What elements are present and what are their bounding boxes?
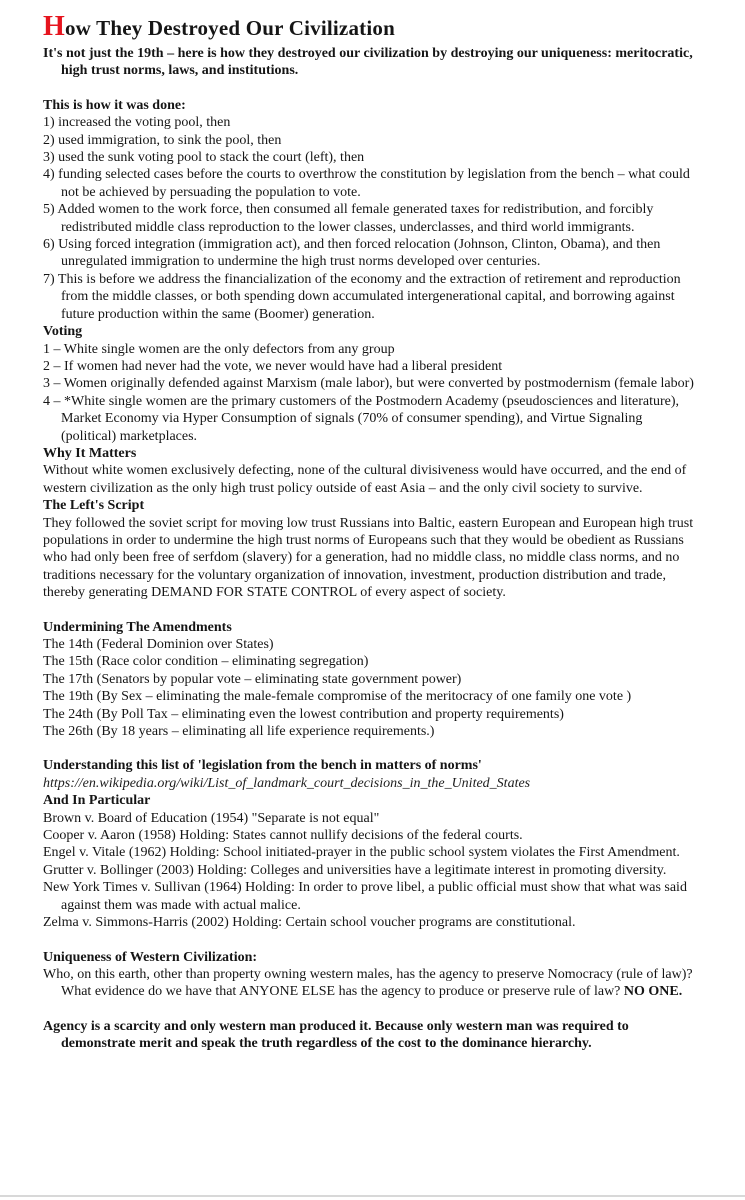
bottom-divider xyxy=(0,1195,745,1197)
amendment-item: The 26th (By 18 years – eliminating all life experience requirements.) xyxy=(43,724,435,740)
voting-item: 4 – *White single women are the primary customers of the Postmodern Academy (pseudosciences and literature), Market Economy via Hyper Consumption of signals (70% of consumer spending), and Virtue Signaling (political) marketplaces. xyxy=(43,393,680,444)
court-case-item: Cooper v. Aaron (1958) Holding: States cannot nullify decisions of the federal courts. xyxy=(43,828,523,844)
page-title xyxy=(43,13,701,42)
legislation-url-line xyxy=(43,775,701,792)
voting-item: 1 – White single women are the only defectors from any group xyxy=(43,341,395,357)
closing-paragraph: Agency is a scarcity and only western man produced it. Because only western man was required to demonstrate merit and speak the truth regardless of the cost to the dominance hierarchy. xyxy=(43,1018,629,1052)
how-done-item: 1) increased the voting pool, then xyxy=(43,115,231,131)
intro-paragraph: It's not just the 19th – here is how they destroyed our civilization by destroying our uniqueness: meritocratic, high trust norms, laws, and institutions. xyxy=(43,46,693,79)
lefts-script-heading: The Left's Script xyxy=(43,498,145,514)
why-it-matters-body: Without white women exclusively defecting, none of the cultural divisiveness would have occurred, and the end of western civilization as the only high trust policy outside of east Asia – and the only civil society to survive. xyxy=(43,463,687,496)
why-it-matters-heading: Why It Matters xyxy=(43,445,137,461)
court-case-item: Grutter v. Bollinger (2003) Holding: Colleges and universities have a legitimate interest in promoting diversity. xyxy=(43,862,667,878)
amendment-item: The 24th (By Poll Tax – eliminating even the lowest contribution and property requirements) xyxy=(43,706,564,722)
court-case-item: Engel v. Vitale (1962) Holding: School initiated-prayer in the public school system violates the First Amendment. xyxy=(43,845,680,861)
how-done-item: 3) used the sunk voting pool to stack the court (left), then xyxy=(43,150,365,166)
title-text: ow They Destroyed Our Civilization xyxy=(64,16,395,40)
uniqueness-heading: Uniqueness of Western Civilization: xyxy=(43,949,258,965)
title-drop-cap: H xyxy=(43,11,65,42)
how-done-item: 4) funding selected cases before the courts to overthrow the constitution by legislation from the bench – what could not be achieved by persuading the population to vote. xyxy=(43,167,690,200)
how-done-item: 7) This is before we address the financialization of the economy and the extraction of retirement and reproduction from the middle classes, or both spending down accumulated intergenerational capital, and borrowing against future production within the same (Boomer) generation. xyxy=(43,271,681,322)
amendment-item: The 15th (Race color condition – eliminating segregation) xyxy=(43,654,369,670)
wikipedia-link[interactable]: https://en.wikipedia.org/wiki/List_of_landmark_court_decisions_in_the_United_States xyxy=(43,775,531,791)
amendment-item: The 14th (Federal Dominion over States) xyxy=(43,637,274,652)
court-case-item: Brown v. Board of Education (1954) "Separate is not equal" xyxy=(43,810,380,826)
how-done-item: 2) used immigration, to sink the pool, then xyxy=(43,132,282,148)
court-case-item: New York Times v. Sullivan (1964) Holding: In order to prove libel, a public official must show that what was said against them was made with actual malice. xyxy=(43,880,687,913)
amendments-heading: Undermining The Amendments xyxy=(43,619,232,635)
uniqueness-body-text: Who, on this earth, other than property owning western males, has the agency to preserve Nomocracy (rule of law)? What evidence do we have that ANYONE ELSE has the agency to produce or preserve rule of law? xyxy=(43,966,693,1000)
in-particular-heading: And In Particular xyxy=(43,793,151,809)
how-done-item: 6) Using forced integration (immigration act), and then forced relocation (Johnson, Clinton, Obama), and then unregulated immigration to undermine the high trust norms developed over centuries. xyxy=(43,237,661,270)
how-done-heading: This is how it was done: xyxy=(43,97,186,113)
how-done-item: 5) Added women to the work force, then consumed all female generated taxes for redistribution, and forcibly redistributed middle class reproduction to the lower classes, underclasses, and third world immigrants. xyxy=(43,202,654,235)
voting-heading: Voting xyxy=(43,324,83,340)
uniqueness-body xyxy=(43,966,701,1001)
amendment-item: The 17th (Senators by popular vote – eliminating state government power) xyxy=(43,671,462,687)
amendment-item: The 19th (By Sex – eliminating the male-female compromise of the meritocracy of one family one vote ) xyxy=(43,689,632,705)
uniqueness-emphasis: NO ONE. xyxy=(623,984,683,1000)
voting-item: 3 – Women originally defended against Marxism (male labor), but were converted by postmodernism (female labor) xyxy=(43,376,694,392)
lefts-script-body: They followed the soviet script for moving low trust Russians into Baltic, eastern European and European high trust populations in order to undermine the high trust norms of Europeans such that they would be obedient as Russians who had only been free of serfdom (slavery) for a generation, had no middle class, no middle class norms, and no traditions necessary for the voluntary organization of innovation, investment, production distribution and trade, thereby generating DEMAND FOR STATE CONTROL of every aspect of society. xyxy=(43,515,694,601)
court-case-item: Zelma v. Simmons-Harris (2002) Holding: Certain school voucher programs are constitutional. xyxy=(43,915,576,931)
voting-item: 2 – If women had never had the vote, we never would have had a liberal president xyxy=(43,358,503,374)
legislation-heading: Understanding this list of 'legislation from the bench in matters of norms' xyxy=(43,758,482,774)
